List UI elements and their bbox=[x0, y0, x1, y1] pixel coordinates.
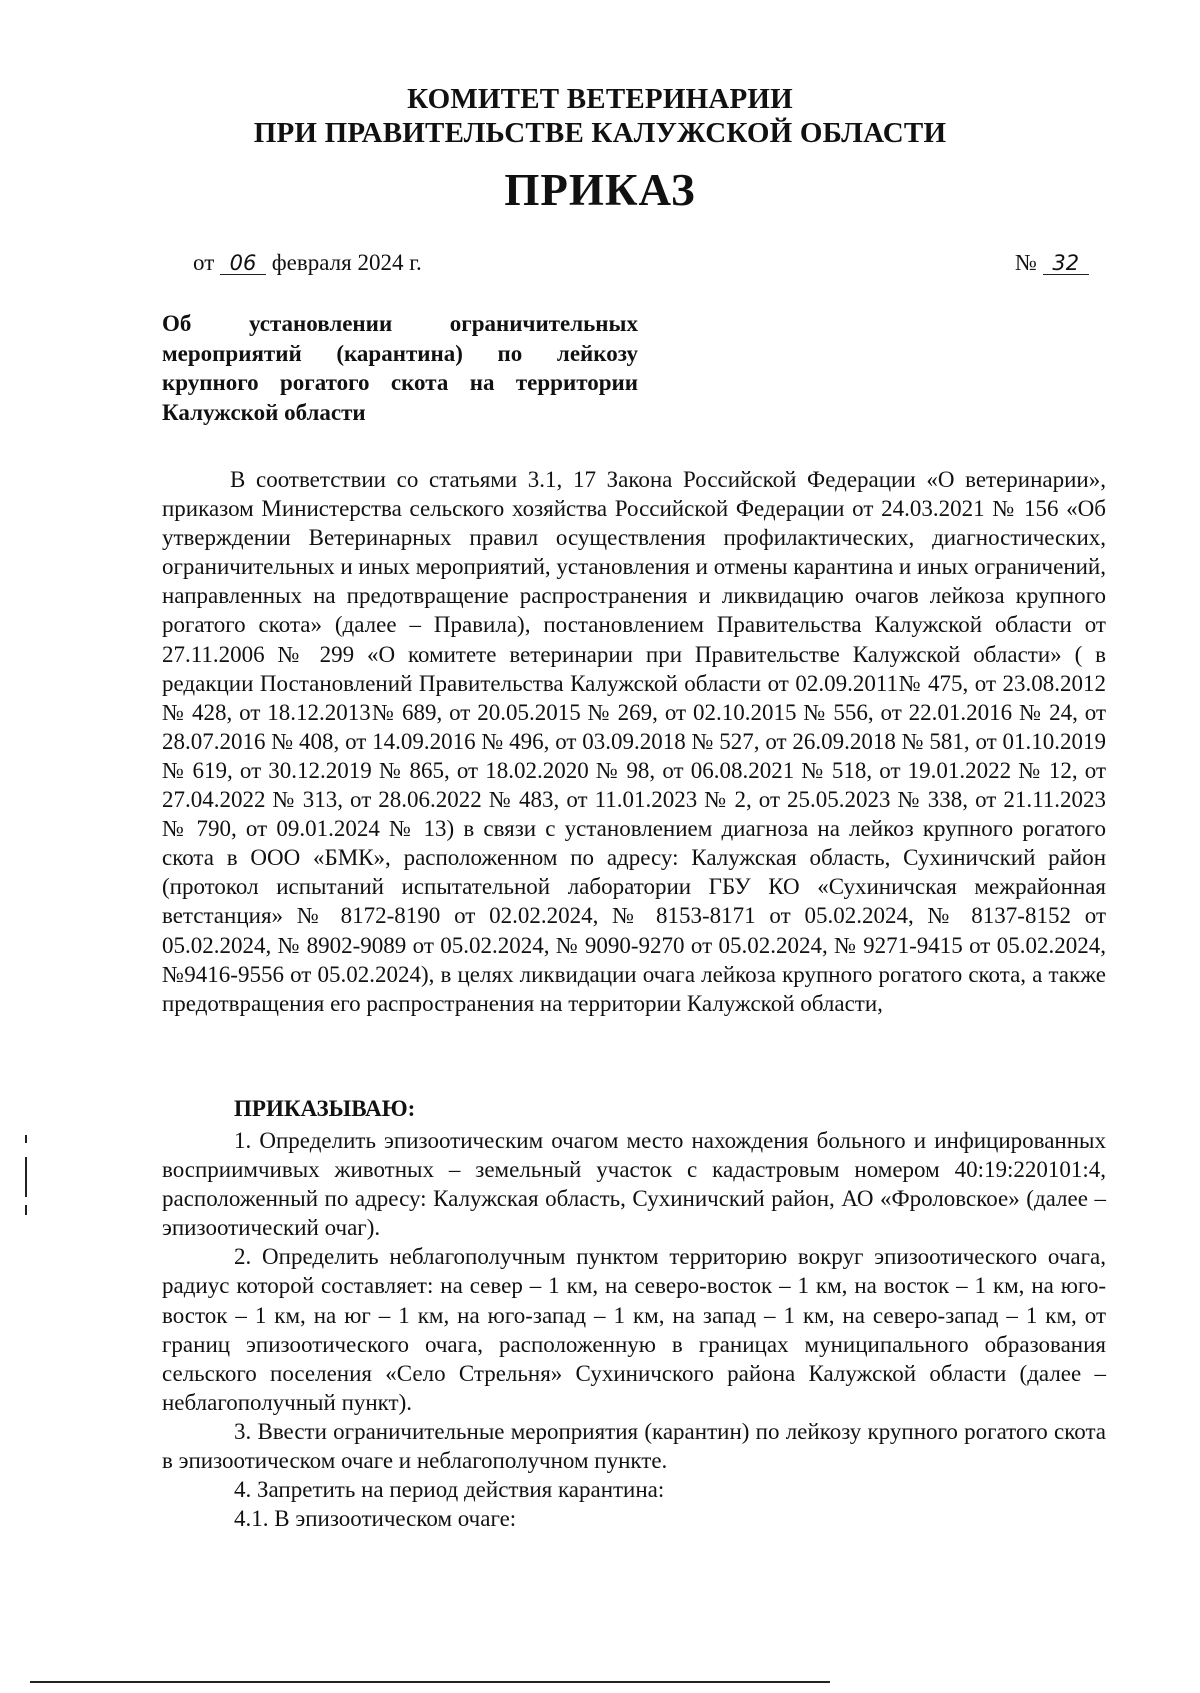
organization-name-line1: КОМИТЕТ ВЕТЕРИНАРИИ bbox=[407, 83, 793, 115]
date-day-handwritten: 06 bbox=[220, 253, 266, 275]
date-rest: февраля 2024 г. bbox=[271, 250, 422, 275]
subject-line: мероприятий (карантина) по лейкозу bbox=[162, 340, 638, 366]
scan-mark bbox=[25, 1205, 27, 1215]
document-type-title: ПРИКАЗ bbox=[504, 165, 696, 215]
subject-line: крупного рогатого скота на территории bbox=[162, 370, 638, 395]
order-item-2: 2. Определить неблагополучным пунктом территорию вокруг эпизоотического очага, радиус которой составляет: на север – 1 км, на северо-восток – 1 км, на восток – 1 км, на юго-восток – 1 км, на юг – 1 км, на юго-запад – 1 км, на запад – 1 км, на северо-запад – 1 км, от границ эпизоотического очага, расположенную в границах муниципального образования сельского поселения «Село Стрельня» Сухиничского района Калужской области (далее – неблагополучный пункт). bbox=[162, 1244, 1106, 1415]
order-item-4-1: 4.1. В эпизоотическом очаге: bbox=[234, 1506, 517, 1532]
date-prefix: от bbox=[193, 250, 215, 275]
document-subject bbox=[162, 309, 638, 427]
order-item-1: 1. Определить эпизоотическим очагом место нахождения больного и инфицированных восприимчивых животных – земельный участок с кадастровым номером 40:19:220101:4, расположенный по адресу: Калужская область, Сухиничский район, АО «Фроловское» (далее – эпизоотический очаг). bbox=[162, 1128, 1106, 1241]
bottom-scan-line bbox=[30, 1681, 830, 1683]
scan-margin-marks bbox=[25, 1135, 29, 1215]
order-word: ПРИКАЗЫВАЮ: bbox=[234, 1096, 416, 1121]
number-value-handwritten: 32 bbox=[1043, 253, 1089, 275]
scan-mark bbox=[25, 1135, 27, 1143]
scan-mark bbox=[25, 1157, 27, 1197]
order-item-3: 3. Ввести ограничительные мероприятия (карантин) по лейкозу крупного рогатого скота в эпизоотическом очаге и неблагополучном пункте. bbox=[162, 1418, 1106, 1474]
preamble-paragraph: В соответствии со статьями 3.1, 17 Закона Российской Федерации «О ветеринарии», приказом Министерства сельского хозяйства Российской Федерации от 24.03.2021 № 156 «Об утверждении Ветеринарных правил осуществления профилактических, диагностических, ограничительных и иных мероприятий, установления и отмены карантина и иных ограничений, направленных на предотвращение распространения и ликвидацию очагов лейкоза крупного рогатого скота» (далее – Правила), постановлением Правительства Калужской области от 27.11.2006 № 299 «О комитете ветеринарии при Правительстве Калужской области» ( в редакции Постановлений Правительства Калужской области от 02.09.2011№ 475, от 23.08.2012 № 428, от 18.12.2013№ 689, от 20.05.2015 № 269, от 02.10.2015 № 556, от 22.01.2016 № 24, от 28.07.2016 № 408, от 14.09.2016 № 496, от 03.09.2018 № 527, от 26.09.2018 № 581, от 01.10.2019 № 619, от 30.12.2019 № 865, от 18.02.2020 № 98, от 06.08.2021 № 518, от 19.01.2022 № 12, от 27.04.2022 № 313, от 28.06.2022 № 483, от 11.01.2023 № 2, от 25.05.2023 № 338, от 21.11.2023 № 790, от 09.01.2024 № 13) в связи с установлением диагноза на лейкоз крупного рогатого скота в ООО «БМК», расположенном по адресу: Калужская область, Сухиничский район (протокол испытаний испытательной лаборатории ГБУ КО «Сухиничская межрайонная ветстанция» № 8172-8190 от 02.02.2024, № 8153-8171 от 05.02.2024, № 8137-8152 от 05.02.2024, № 8902-9089 от 05.02.2024, № 9090-9270 от 05.02.2024, № 9271-9415 от 05.02.2024, №9416-9556 от 05.02.2024), в целях ликвидации очага лейкоза крупного рогатого скота, а также предотвращения его распространения на территории Калужской области, bbox=[162, 467, 1106, 1016]
number-prefix: № bbox=[1015, 250, 1037, 275]
document-date bbox=[193, 250, 422, 276]
subject-line: Калужской области bbox=[162, 399, 366, 425]
document-number bbox=[1015, 250, 1089, 276]
subject-line: Об установлении ограничительных bbox=[162, 311, 638, 336]
organization-name-line2: ПРИ ПРАВИТЕЛЬСТВЕ КАЛУЖСКОЙ ОБЛАСТИ bbox=[253, 117, 947, 149]
order-items bbox=[162, 1126, 1106, 1533]
order-item-4: 4. Запретить на период действия карантина: bbox=[234, 1477, 665, 1503]
